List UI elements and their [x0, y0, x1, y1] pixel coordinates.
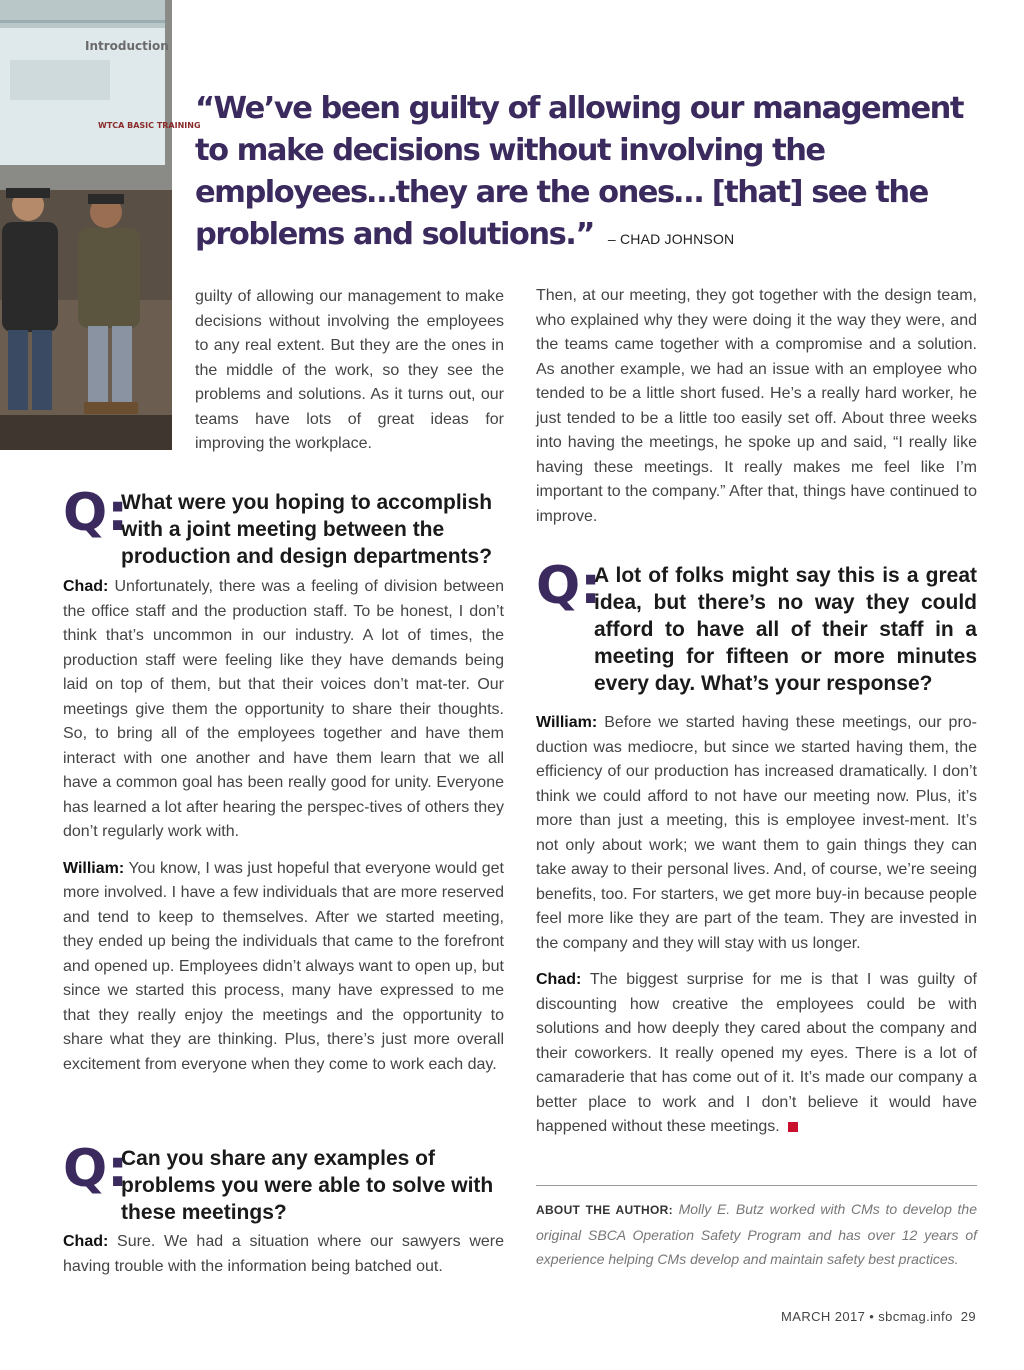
about-author [536, 1197, 977, 1272]
continued-paragraph: Then, at our meeting, they got together with the design team, who explained why they were doing it the way they were, and the teams came together with a compromise and a solution. As another example, we had an issue with an employee who tended to be a little short fused. He’s a really hard worker, he just tended to be a little too easily set off. About three weeks into having the meetings, he spoke up and said, “I really like having these meetings. It really makes me feel like I’m important to the company.” After that, things have continued to improve. [536, 287, 977, 525]
q-mark: Q: [536, 556, 601, 616]
answer-text: Unfortunately, there was a feeling of division between the office staff and the production staff. To be honest, I don’t think that’s uncommon in our industry. A lot of times, the production staff were feeling like they have demands being laid on top of them, but that their voices don’t mat-ter. Our meetings give them the opportunity to share their thoughts. So, to bring all of the employees together and have them interact with one another and have them learn that we all have a common goal has been really good for unity. Everyone has learned a lot after hearing the perspec-tives of others they don’t regularly work with. [63, 578, 504, 840]
speaker-label: Chad: [63, 1233, 109, 1250]
pull-quote [195, 88, 985, 260]
right-continued-block [536, 284, 977, 541]
question-1-answers [63, 575, 504, 1089]
pull-quote-text: “We’ve been guilty of allowing our management to make decisions without involving the employees…they are the ones… [that] see the problems and solutions.” [195, 91, 963, 252]
footer-site: sbcmag.info [878, 1309, 953, 1324]
question-3 [536, 556, 977, 697]
question-1-text: What were you hoping to accomplish with a joint meeting between the production and design departments? [121, 491, 493, 568]
answer-paragraph [536, 711, 977, 956]
answer-paragraph [536, 968, 977, 1140]
page-number: 29 [960, 1309, 976, 1324]
left-intro-block [195, 285, 504, 469]
intro-paragraph: guilty of allowing our management to make decisions without involving the employees to any real extent. But they are the ones in the middle of the work, so they see the problems and solutions. As it turns out, our teams have lots of great ideas for improving the workplace. [195, 288, 504, 452]
end-of-article-marker [788, 1122, 798, 1132]
article-photo [0, 0, 201, 450]
screen-logo: WTCA BASIC TRAINING [98, 121, 201, 130]
speaker-label: William: [63, 859, 125, 877]
pull-quote-attribution: – CHAD JOHNSON [607, 231, 735, 247]
speaker-label: Chad: [63, 578, 109, 595]
footer-issue: MARCH 2017 [781, 1309, 866, 1324]
answer-paragraph [63, 575, 504, 845]
q-mark: Q: [63, 1139, 128, 1199]
question-3-text: A lot of folks might say this is a great idea, but there’s no way they could afford to have all of their staff in a meeting for fifteen or more minutes every day. What’s your response? [594, 564, 977, 695]
about-author-text: Molly E. Butz worked with CMs to develop the original SBCA Operation Safety Program and has over 12 years of experience helping CMs develop and maintain safety best practices. [536, 1201, 978, 1267]
answer-text: Before we started having these meetings, our pro-duction was mediocre, but since we started having them, the efficiency of our production has increased dramatically. I don’t think we could afford to not have our meeting now. Plus, it’s more than just a meeting, this is employee invest-ment. It’s not only about work; we want them to gain things they can take away to their personal lives. And, of course, we’re seeing benefits, too. For starters, we get more buy-in because people feel more like they are part of the team. They are invested in the company and they will stay with us longer. [536, 714, 978, 952]
question-3-answers [536, 711, 977, 1152]
answer-paragraph [63, 1230, 504, 1279]
question-1 [63, 483, 504, 570]
answer-text: You know, I was just hopeful that everyone would get more involved. I have a few individuals that are more reserved and tend to keep to themselves. After we started meeting, they ended up being the individuals that came to the forefront and opened up. Employees didn’t always want to open up, but since we started this process, many have expressed to me that they really enjoy the meetings and the opportunity to share what they are thinking. Plus, there’s just more overall excitement from everyone when they come to work each day. [63, 859, 505, 1073]
question-2 [63, 1139, 504, 1226]
q-mark: Q: [63, 483, 128, 543]
speaker-label: Chad: [536, 971, 582, 988]
about-author-label: ABOUT THE AUTHOR: [536, 1203, 673, 1217]
question-2-answer [63, 1230, 504, 1291]
answer-paragraph [63, 857, 504, 1078]
answer-text: Sure. We had a situation where our sawyers were having trouble with the information being batched out. [63, 1233, 504, 1275]
answer-text: The biggest surprise for me is that I was guilty of discounting how creative the employees could be with solutions and how deeply they cared about the company and their coworkers. It really opened my eyes. There is a lot of camaraderie that has come out of it. It’s made our company a better place to work and I don’t believe it would have happened without these meetings. [536, 971, 977, 1135]
divider [536, 1185, 977, 1186]
footer-separator: • [869, 1309, 875, 1324]
page-footer [781, 1309, 976, 1324]
speaker-label: William: [536, 714, 598, 731]
question-2-text: Can you share any examples of problems you were able to solve with these meetings? [121, 1147, 494, 1224]
screen-title: Introduction [85, 39, 169, 53]
